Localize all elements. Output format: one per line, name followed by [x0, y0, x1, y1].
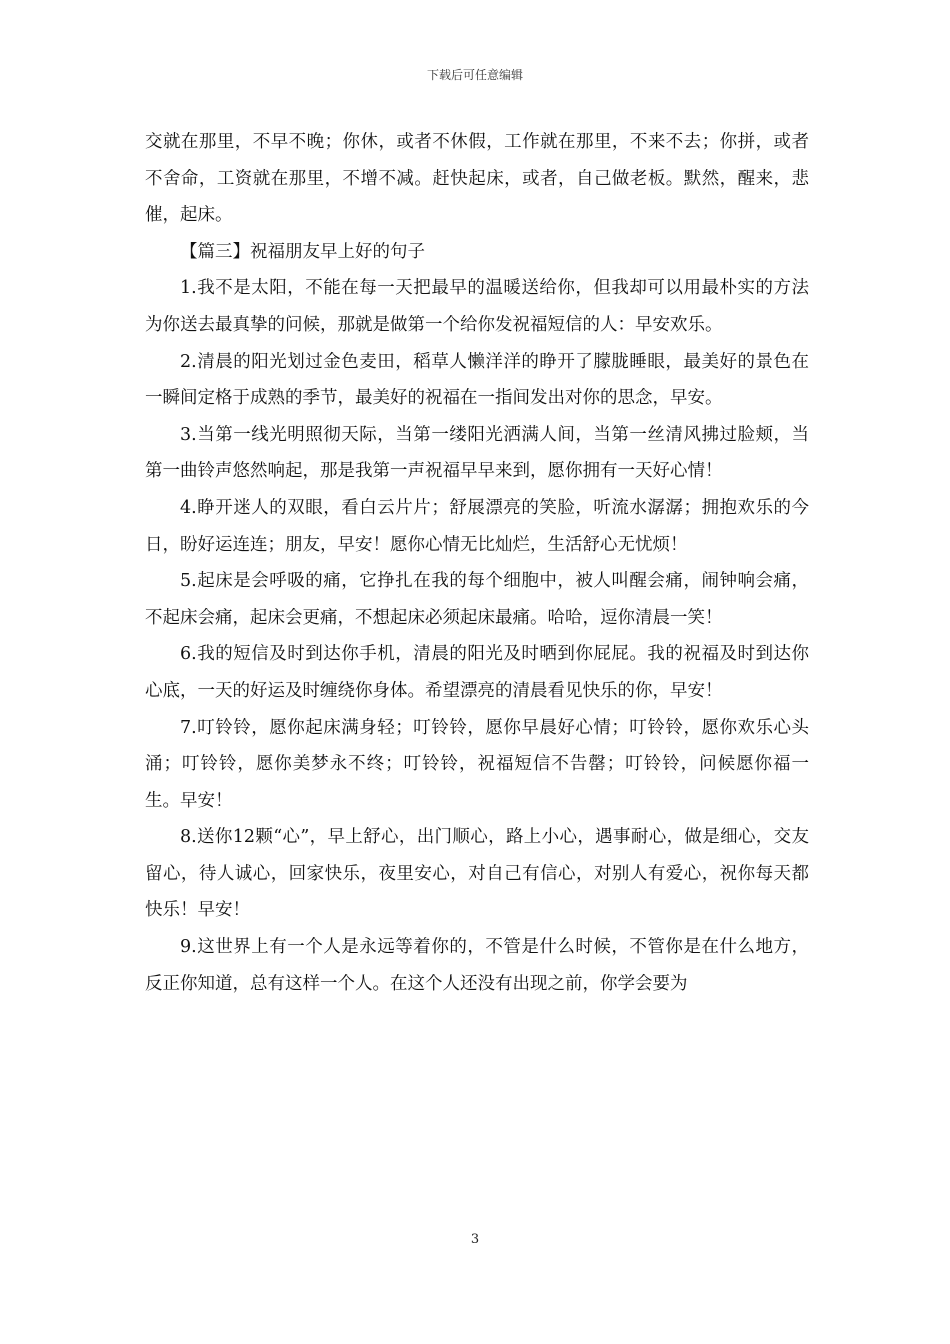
list-item: 5.起床是会呼吸的痛，它挣扎在我的每个细胞中，被人叫醒会痛，闹钟响会痛，不起床会痛，起床会更痛，不想起床必须起床最痛。哈哈，逗你清晨一笑！ [145, 571, 809, 628]
paragraph-continuation: 交就在那里，不早不晚；你休，或者不休假，工作就在那里，不来不去；你拼，或者不舍命，工资就在那里，不增不减。赶快起床，或者，自己做老板。默然，醒来，悲催，起床。 [145, 132, 809, 226]
document-body [145, 124, 809, 1002]
list-item: 1.我不是太阳，不能在每一天把最早的温暖送给你，但我却可以用最朴实的方法为你送去最真挚的问候，那就是做第一个给你发祝福短信的人：早安欢乐。 [145, 278, 809, 335]
list-item: 4.睁开迷人的双眼，看白云片片；舒展漂亮的笑脸，听流水潺潺；拥抱欢乐的今日，盼好运连连；朋友，早安！愿你心情无比灿烂，生活舒心无忧烦！ [145, 497, 809, 555]
list-item: 3.当第一线光明照彻天际，当第一缕阳光洒满人间，当第一丝清风拂过脸颊，当第一曲铃声悠然响起，那是我第一声祝福早早来到，愿你拥有一天好心情！ [145, 424, 809, 482]
page-header: 下载后可任意编辑 [426, 68, 523, 82]
list-item: 2.清晨的阳光划过金色麦田，稻草人懒洋洋的睁开了朦胧睡眼，最美好的景色在一瞬间定格于成熟的季节，最美好的祝福在一指间发出对你的思念，早安。 [145, 351, 809, 409]
list-item: 9.这世界上有一个人是永远等着你的，不管是什么时候，不管你是在什么地方，反正你知道，总有这样一个人。在这个人还没有出现之前，你学会要为 [145, 937, 809, 994]
list-item: 7.叮铃铃，愿你起床满身轻；叮铃铃，愿你早晨好心情；叮铃铃，愿你欢乐心头涌；叮铃铃，愿你美梦永不终；叮铃铃，祝福短信不告罄；叮铃铃，问候愿你福一生。早安！ [145, 717, 809, 811]
section-heading: 【篇三】祝福朋友早上好的句子 [180, 241, 425, 262]
page-number: 3 [470, 1232, 480, 1247]
list-item: 6.我的短信及时到达你手机，清晨的阳光及时晒到你屁屁。我的祝福及时到达你心底，一天的好运及时缠绕你身体。希望漂亮的清晨看见快乐的你，早安！ [145, 644, 809, 701]
list-item: 8.送你12颗“心”，早上舒心，出门顺心，路上小心，遇事耐心，做是细心，交友留心，待人诚心，回家快乐，夜里安心，对自己有信心，对别人有爱心，祝你每天都快乐！早安！ [145, 827, 809, 921]
